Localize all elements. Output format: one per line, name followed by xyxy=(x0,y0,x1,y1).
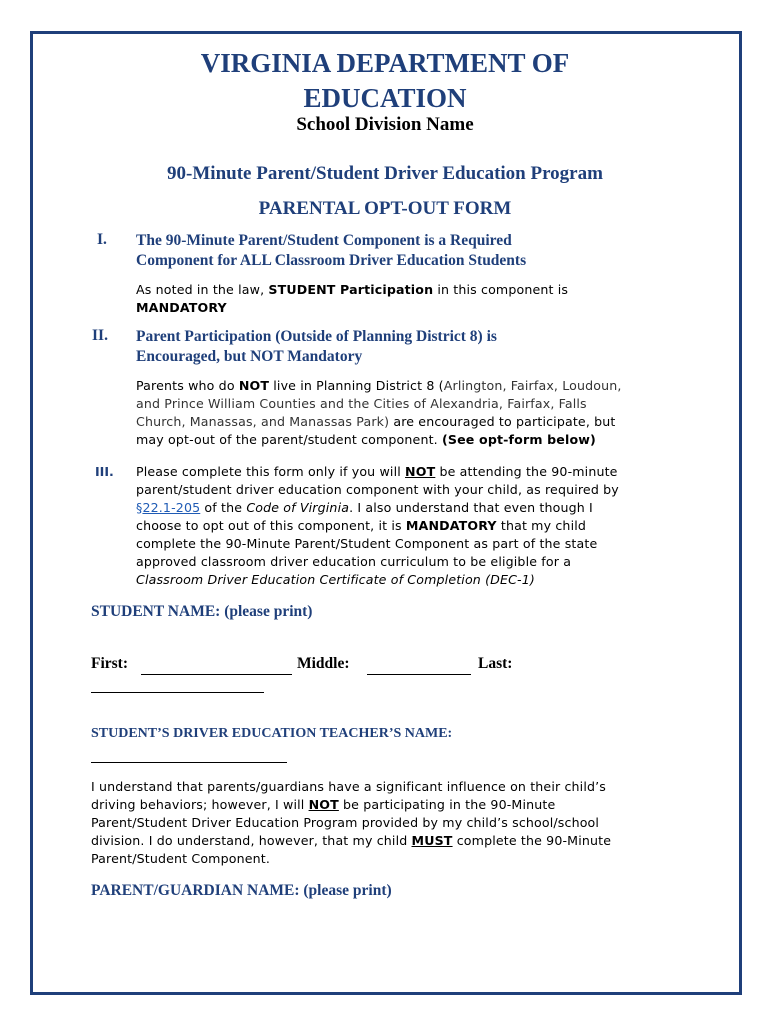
last-name-field[interactable] xyxy=(91,692,264,693)
section-2-body xyxy=(136,377,716,449)
section-3-number: III. xyxy=(95,464,114,479)
code-of-virginia-link[interactable]: 22.1-205 xyxy=(142,500,201,515)
last-name-label: Last: xyxy=(478,655,513,672)
section-1-heading xyxy=(136,231,676,271)
ack-text: be participating in the 90-Minute xyxy=(338,797,556,812)
middle-name-field[interactable] xyxy=(367,674,471,675)
section-3-body xyxy=(136,463,726,589)
section-1-heading-line-2: Component for ALL Classroom Driver Education Students xyxy=(136,252,527,269)
form-title: PARENTAL OPT-OUT FORM xyxy=(258,198,512,219)
s3-text: . I also understand that even though I xyxy=(349,500,593,515)
s3-text: that my child xyxy=(496,518,587,533)
program-title: 90-Minute Parent/Student Driver Education Program xyxy=(167,163,603,184)
school-division-name: School Division Name xyxy=(296,114,474,135)
s3-code-of-virginia: Code of Virginia xyxy=(246,500,350,515)
s3-line-2: parent/student driver education component with your child, as required by xyxy=(136,482,619,497)
title-line-2: EDUCATION xyxy=(303,83,467,113)
title-line-1: VIRGINIA DEPARTMENT OF xyxy=(200,48,570,78)
s3-line-5: complete the 90-Minute Parent/Student Component as part of the state xyxy=(136,536,598,551)
s2-text: Parents who do xyxy=(136,378,239,393)
first-name-label: First: xyxy=(91,655,129,672)
section-1-text: in this component is xyxy=(433,282,569,297)
s2-not: NOT xyxy=(238,378,270,393)
parent-name-label: PARENT/GUARDIAN NAME: (please print) xyxy=(91,882,392,899)
section-1-text: As noted in the law, xyxy=(136,282,269,297)
ack-text: driving behaviors; however, I will xyxy=(91,797,309,812)
section-1-body xyxy=(136,281,696,317)
s3-text: choose to opt out of this component, it is xyxy=(136,518,406,533)
section-2-number: II. xyxy=(92,327,108,344)
teacher-name-field[interactable] xyxy=(91,762,287,763)
s2-localities-line-3: Church, Manassas, and Manassas Park) xyxy=(136,414,390,429)
ack-line-5: Parent/Student Component. xyxy=(91,851,271,866)
ack-must: MUST xyxy=(411,833,453,848)
acknowledgment-text xyxy=(91,778,721,868)
s2-text: may opt-out of the parent/student component. xyxy=(136,432,442,447)
s2-text: are encouraged to participate, but xyxy=(389,414,616,429)
ack-line-1: I understand that parents/guardians have a significant influence on their child’s xyxy=(91,779,606,794)
s3-line-6: approved classroom driver education curriculum to be eligible for a xyxy=(136,554,572,569)
s3-mandatory: MANDATORY xyxy=(405,518,497,533)
s3-text: of the xyxy=(200,500,247,515)
s3-certificate: Classroom Driver Education Certificate of Completion (DEC-1) xyxy=(136,572,535,587)
s3-text: be attending the 90-minute xyxy=(435,464,618,479)
section-1-mandatory: MANDATORY xyxy=(136,300,227,315)
s3-not: NOT xyxy=(405,464,436,479)
section-2-heading-line-1: Parent Participation (Outside of Planning District 8) is xyxy=(136,328,497,345)
s2-text: live in Planning District 8 ( xyxy=(269,378,444,393)
section-1-bold: STUDENT Participation xyxy=(268,282,434,297)
section-2-heading-line-2: Encouraged, but NOT Mandatory xyxy=(136,348,363,365)
s2-localities: Arlington, Fairfax, Loudoun, xyxy=(443,378,622,393)
section-2-heading xyxy=(136,327,676,367)
teacher-name-label: STUDENT’S DRIVER EDUCATION TEACHER’S NAME: xyxy=(91,726,453,741)
middle-name-label: Middle: xyxy=(297,655,350,672)
section-1-number: I. xyxy=(97,231,107,248)
s2-localities-line-2: and Prince William Counties and the Cities of Alexandria, Fairfax, Falls xyxy=(136,396,587,411)
ack-text: division. I do understand, however, that my child xyxy=(91,833,412,848)
student-name-label: STUDENT NAME: (please print) xyxy=(91,603,313,620)
s2-see-form: (See opt-form below) xyxy=(441,432,596,447)
first-name-field[interactable] xyxy=(141,674,292,675)
ack-not: NOT xyxy=(308,797,339,812)
ack-line-3: Parent/Student Driver Education Program provided by my child’s school/school xyxy=(91,815,600,830)
s3-text: Please complete this form only if you will xyxy=(136,464,406,479)
ack-text: complete the 90-Minute xyxy=(452,833,612,848)
section-1-heading-line-1: The 90-Minute Parent/Student Component is a Required xyxy=(136,232,512,249)
s3-section-sign: § xyxy=(136,500,143,515)
